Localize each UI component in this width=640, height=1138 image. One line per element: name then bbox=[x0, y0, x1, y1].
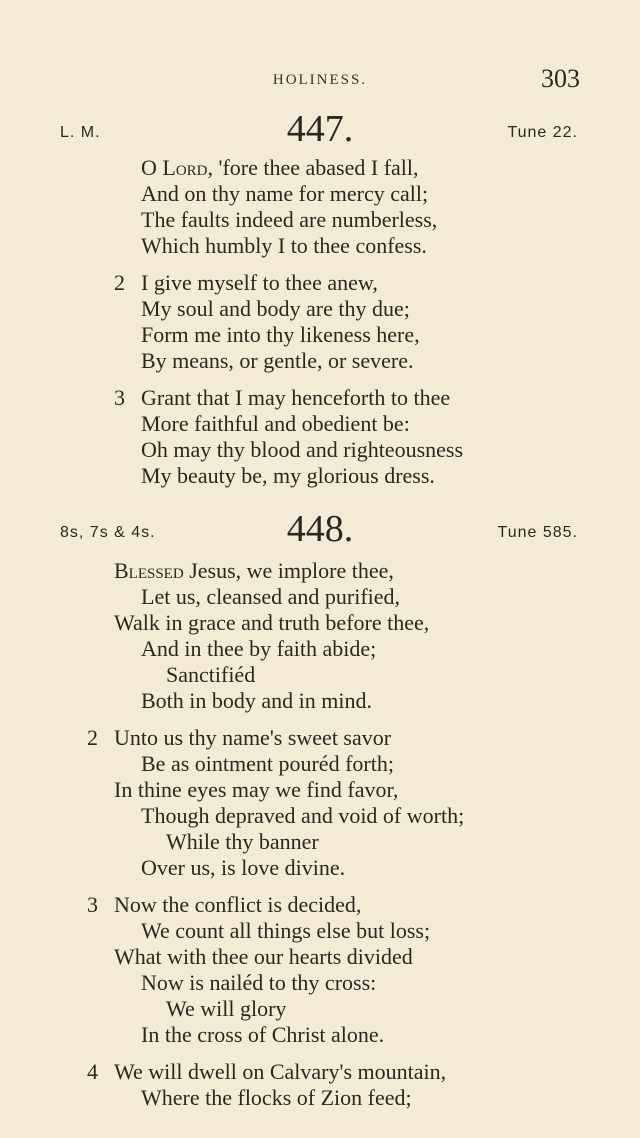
verse-line-text: We will dwell on Calvary's mountain, bbox=[114, 1059, 447, 1084]
verse-number: 2 bbox=[114, 270, 125, 295]
hymn-meter: L. M. bbox=[60, 124, 101, 141]
verse-line: Oh may thy blood and righteousness bbox=[141, 437, 464, 462]
verse-line-text: I give myself to thee anew, bbox=[141, 270, 378, 295]
verse-line: Let us, cleansed and purified, bbox=[141, 584, 401, 609]
verse-line: While thy banner bbox=[166, 829, 319, 854]
verse-line bbox=[0, 155, 640, 181]
verse-line: Sanctifiéd bbox=[166, 662, 256, 687]
verse-line bbox=[0, 558, 640, 584]
verse-line: Walk in grace and truth before thee, bbox=[114, 610, 430, 635]
verse-line: The faults indeed are numberless, bbox=[141, 207, 438, 232]
hymn-447-stanza-1 bbox=[0, 155, 640, 259]
hymn-448-stanza-2 bbox=[0, 725, 640, 881]
hymn-number: 447. bbox=[286, 108, 354, 150]
verse-line: Be as ointment pouréd forth; bbox=[141, 751, 394, 776]
verse-line: Form me into thy likeness here, bbox=[141, 322, 420, 347]
verse-line bbox=[0, 385, 640, 411]
verse-line: And in thee by faith abide; bbox=[141, 636, 377, 661]
verse-line: My beauty be, my glorious dress. bbox=[141, 463, 435, 488]
hymn-meter: 8s, 7s & 4s. bbox=[60, 524, 156, 541]
verse-lead-word: O Lord, bbox=[141, 155, 213, 180]
verse-lead-word: Blessed bbox=[114, 558, 184, 583]
verse-line bbox=[0, 892, 640, 918]
verse-line: Which humbly I to thee confess. bbox=[141, 233, 427, 258]
hymn-447-header bbox=[0, 108, 640, 148]
hymn-448-header bbox=[0, 508, 640, 548]
verse-line: And on thy name for mercy call; bbox=[141, 181, 429, 206]
verse-line: We count all things else but loss; bbox=[141, 918, 431, 943]
verse-number: 3 bbox=[87, 892, 98, 917]
verse-line: Over us, is love divine. bbox=[141, 855, 346, 880]
verse-line: What with thee our hearts divided bbox=[114, 944, 413, 969]
verse-line-text: Now the conflict is decided, bbox=[114, 892, 362, 917]
verse-line: Where the flocks of Zion feed; bbox=[141, 1085, 412, 1110]
verse-line-text: Grant that I may henceforth to thee bbox=[141, 385, 451, 410]
running-head: HOLINESS. bbox=[272, 72, 368, 88]
hymn-447-stanza-3 bbox=[0, 385, 640, 489]
verse-number: 3 bbox=[114, 385, 125, 410]
verse-number: 4 bbox=[87, 1059, 98, 1084]
verse-line bbox=[0, 725, 640, 751]
hymn-tune: Tune 22. bbox=[507, 124, 578, 141]
verse-line: By means, or gentle, or severe. bbox=[141, 348, 414, 373]
verse-line: Though depraved and void of worth; bbox=[141, 803, 465, 828]
page-number: 303 bbox=[541, 64, 580, 93]
verse-line: We will glory bbox=[166, 996, 287, 1021]
verse-line: My soul and body are thy due; bbox=[141, 296, 410, 321]
hymn-448-stanza-4 bbox=[0, 1059, 640, 1111]
verse-line bbox=[0, 270, 640, 296]
verse-line bbox=[0, 1059, 640, 1085]
verse-line-text: Jesus, we implore thee, bbox=[183, 558, 394, 583]
hymn-448-stanza-1 bbox=[0, 558, 640, 714]
verse-line: In thine eyes may we find favor, bbox=[114, 777, 399, 802]
verse-line-text: 'fore thee abased I fall, bbox=[213, 155, 419, 180]
verse-line-text: Unto us thy name's sweet savor bbox=[114, 725, 392, 750]
hymn-number: 448. bbox=[286, 508, 354, 550]
verse-line: Now is nailéd to thy cross: bbox=[141, 970, 377, 995]
hymn-tune: Tune 585. bbox=[497, 524, 578, 541]
verse-line: In the cross of Christ alone. bbox=[141, 1022, 385, 1047]
verse-number: 2 bbox=[87, 725, 98, 750]
verse-line: More faithful and obedient be: bbox=[141, 411, 410, 436]
hymn-448-stanza-3 bbox=[0, 892, 640, 1048]
hymn-447-stanza-2 bbox=[0, 270, 640, 374]
verse-line: Both in body and in mind. bbox=[141, 688, 372, 713]
